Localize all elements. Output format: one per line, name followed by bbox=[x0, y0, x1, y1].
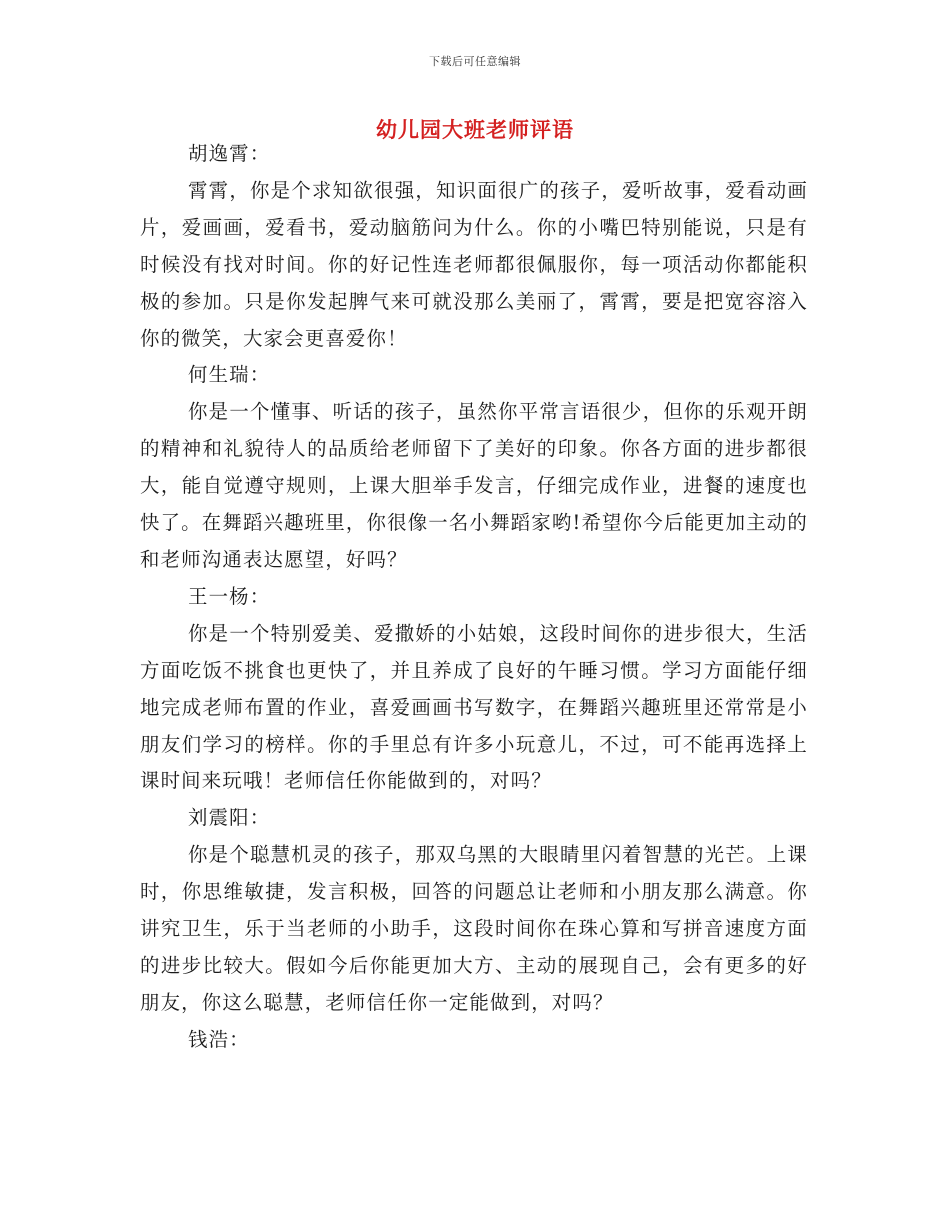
student-name-2: 何生瑞： bbox=[188, 363, 271, 387]
student-name-3: 王一杨： bbox=[188, 584, 271, 608]
document-title: 幼儿园大班老师评语 bbox=[376, 117, 574, 142]
student-comment-3: 你是一个特别爱美、爱撒娇的小姑娘，这段时间你的进步很大，生活方面吃饭不挑食也更快了，并且养成了良好的午睡习惯。学习方面能仔细地完成老师布置的作业，喜爱画画书写数字，在舞蹈兴趣班里还常常是小朋友们学习的榜样。你的手里总有许多小玩意儿，不过，可不能再选择上课时间来玩哦！老师信任你能做到的，对吗？ bbox=[140, 621, 808, 793]
page-header-note: 下载后可任意编辑 bbox=[429, 55, 521, 68]
student-name-4: 刘震阳： bbox=[188, 806, 271, 830]
student-comment-2: 你是一个懂事、听话的孩子，虽然你平常言语很少，但你的乐观开朗的精神和礼貌待人的品质给老师留下了美好的印象。你各方面的进步都很大，能自觉遵守规则，上课大胆举手发言，仔细完成作业，进餐的速度也快了。在舞蹈兴趣班里，你很像一名小舞蹈家哟!希望你今后能更加主动的和老师沟通表达愿望，好吗？ bbox=[140, 400, 808, 571]
student-name-5: 钱浩： bbox=[188, 1027, 250, 1051]
student-comment-4: 你是个聪慧机灵的孩子，那双乌黑的大眼睛里闪着智慧的光芒。上课时，你思维敏捷，发言积极，回答的问题总让老师和小朋友那么满意。你讲究卫生，乐于当老师的小助手，这段时间你在珠心算和写拼音速度方面的进步比较大。假如今后你能更加大方、主动的展现自己，会有更多的好朋友，你这么聪慧，老师信任你一定能做到，对吗？ bbox=[140, 843, 808, 1014]
student-comment-1: 霄霄，你是个求知欲很强，知识面很广的孩子，爱听故事，爱看动画片，爱画画，爱看书，爱动脑筋问为什么。你的小嘴巴特别能说，只是有时候没有找对时间。你的好记性连老师都很佩服你，每一项活动你都能积极的参加。只是你发起脾气来可就没那么美丽了，霄霄，要是把宽容溶入你的微笑，大家会更喜爱你！ bbox=[140, 178, 808, 350]
student-name-1: 胡逸霄： bbox=[188, 142, 271, 165]
document-body bbox=[140, 136, 808, 1059]
